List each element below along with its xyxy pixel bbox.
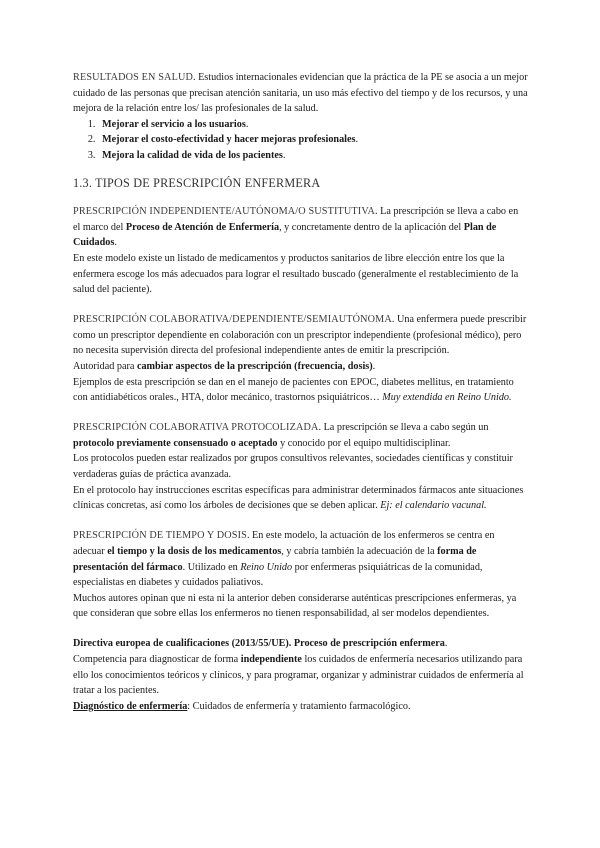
independiente-body: En este modelo existe un listado de medicamentos y productos sanitarios de libre elección entre los que la enfermera escoge los más adecuados para lograr el resultado buscado (generalmente el restablecimiento de la salud del paciente). <box>73 252 519 296</box>
directiva-heading-line: Directiva europea de cualificaciones (2013/55/UE). Proceso de prescripción enfermera. <box>73 638 448 650</box>
colaborativa-paragraph: PRESCRIPCIÓN COLABORATIVA/DEPENDIENTE/SEMIAUTÓNOMA. Una enfermera puede prescribir como un prescriptor dependiente en colaboración con un prescriptor independiente (profesional médico), pero no necesita supervisión directa del profesional independiente antes de emitir la prescripción. <box>73 314 527 357</box>
resultados-list <box>73 117 528 164</box>
resultados-text: . Estudios internacionales evidencian que la práctica de la PE se asocia a un mejor cuidado de las personas que precisan atención sanitaria, un uso más efectivo del tiempo y de los recursos, y una mejora de la relación entre los/ las profesionales de la salud. <box>73 72 528 115</box>
list-item: 3. Mejora la calidad de vida de los pacientes. <box>98 148 528 164</box>
tiempo-dosis-paragraph: PRESCRIPCIÓN DE TIEMPO Y DOSIS. En este modelo, la actuación de los enfermeros se centra en adecuar el tiempo y la dosis de los medicamentos, y cabría también la adecuación de la forma de presentación del fármaco. Utilizado en Reino Unido por enfermeras psiquiátricas de la comunidad, especialistas en diabetes y cuidados paliativos. <box>73 530 495 589</box>
diagnosis-label: Diagnóstico de enfermería <box>73 700 188 712</box>
protocolizada-body: Los protocolos pueden estar realizados por grupos consultivos relevantes, sociedades científicas y constituir verdaderas guías de práctica avanzada. <box>73 453 513 481</box>
section-title: 1.3. TIPOS DE PRESCRIPCIÓN ENFERMERA <box>73 175 321 190</box>
list-item: 2. Mejorar el costo-efectividad y hacer mejoras profesionales. <box>98 132 528 148</box>
colaborativa-heading: PRESCRIPCIÓN COLABORATIVA/DEPENDIENTE/SEMIAUTÓNOMA <box>73 314 392 326</box>
resultados-paragraph <box>73 70 528 117</box>
tiempo-dosis-heading: PRESCRIPCIÓN DE TIEMPO Y DOSIS <box>73 530 247 542</box>
colaborativa-examples: Ejemplos de esta prescripción se dan en el manejo de pacientes con EPOC, diabetes mellitus, en tratamiento con antidiabéticos orales., HTA, dolor mecánico, trastornos psiquiátricos… Muy extendida en Reino Unido. <box>73 376 514 404</box>
colaborativa-authority: Autoridad para cambiar aspectos de la prescripción (frecuencia, dosis). <box>73 361 376 372</box>
directiva-body: Competencia para diagnosticar de forma independiente los cuidados de enfermería necesarios utilizando para ello los conocimientos teóricos y clínicos, y para programar, organizar y administrar cuidados de enfermería al tratar a los pacientes. <box>73 654 524 697</box>
document-page <box>73 70 528 714</box>
list-item: 1. Mejorar el servicio a los usuarios. <box>98 117 528 133</box>
protocolizada-paragraph: PRESCRIPCIÓN COLABORATIVA PROTOCOLIZADA. La prescripción se lleva a cabo según un protocolo previamente consensuado o aceptado y conocido por el equipo multidisciplinar. <box>73 422 489 449</box>
tiempo-dosis-body: Muchos autores opinan que ni esta ni la anterior deben considerarse auténticas prescripciones enfermeras, ya que consideran que sobre ellas los enfermeros no tienen responsabilidad, al ser modelos dependientes. <box>73 592 517 620</box>
resultados-heading: RESULTADOS EN SALUD <box>73 72 193 83</box>
directiva-heading: Directiva europea de cualificaciones (2013/55/UE). Proceso de prescripción enfermera <box>73 638 445 650</box>
directiva-diagnosis: Diagnóstico de enfermería: Cuidados de enfermería y tratamiento farmacológico. <box>73 700 411 712</box>
independiente-paragraph: PRESCRIPCIÓN INDEPENDIENTE/AUTÓNOMA/O SUSTITUTIVA. La prescripción se lleva a cabo en el marco del Proceso de Atención de Enfermería, y concretamente dentro de la aplicación del Plan de Cuidados. <box>73 206 519 249</box>
protocolizada-instructions: En el protocolo hay instrucciones escritas específicas para administrar determinados fármacos ante situaciones clínicas concretas, así como los árboles de decisiones que se deben aplicar. Ej: el calendario vacunal. <box>73 484 524 512</box>
independiente-heading: PRESCRIPCIÓN INDEPENDIENTE/AUTÓNOMA/O SUSTITUTIVA <box>73 206 376 218</box>
protocolizada-heading: PRESCRIPCIÓN COLABORATIVA PROTOCOLIZADA <box>73 422 319 434</box>
